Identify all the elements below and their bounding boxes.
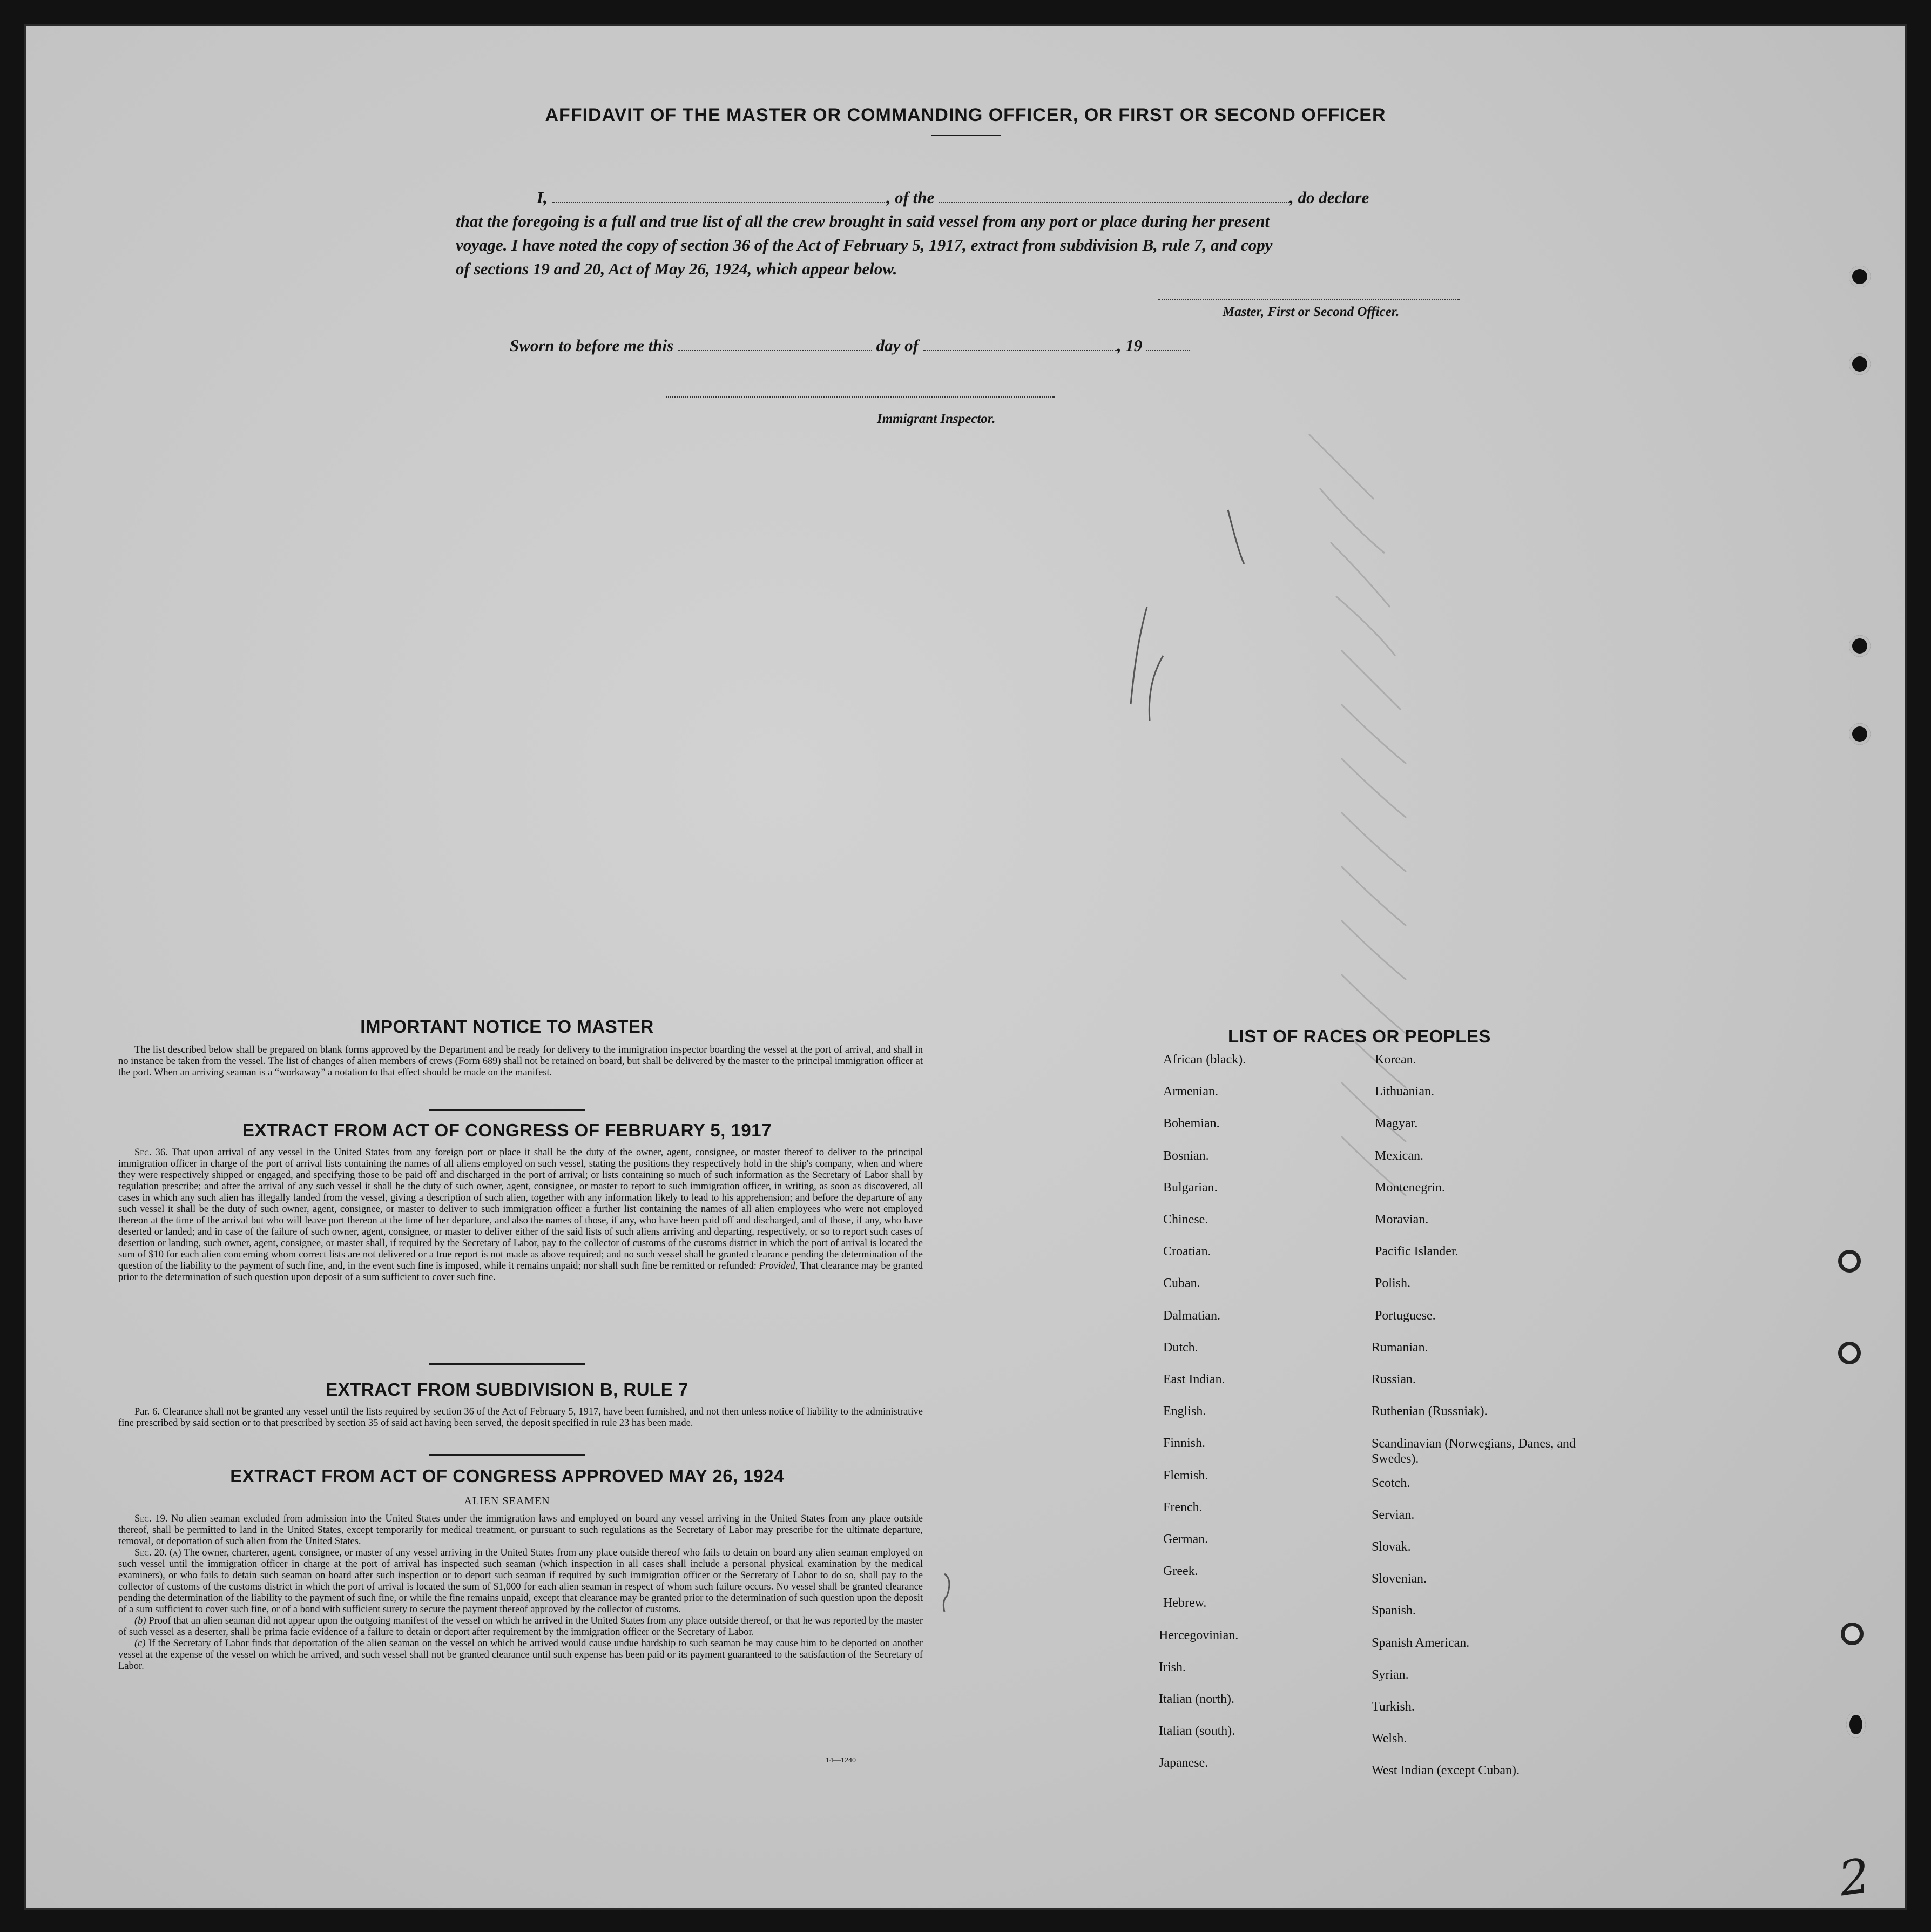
race-right-item: Korean. (1375, 1053, 1416, 1067)
page-marker: 2 (1835, 1847, 1873, 1907)
race-left-item: French. (1163, 1500, 1203, 1514)
race-left-item: Hercegovinian. (1159, 1628, 1239, 1642)
day-of-label: day of (876, 336, 919, 355)
race-right-item: Montenegrin. (1375, 1180, 1445, 1195)
race-left-item: Croatian. (1163, 1244, 1211, 1259)
punch-hole-5 (1838, 1250, 1861, 1273)
race-left-item: English. (1163, 1404, 1206, 1419)
race-right-item: Syrian. (1372, 1667, 1409, 1682)
extract-rule7-heading: EXTRACT FROM SUBDIVISION B, RULE 7 (326, 1379, 688, 1399)
inspector-caption: Immigrant Inspector. (877, 412, 996, 426)
race-left-item: Greek. (1163, 1564, 1198, 1579)
rule7-paragraph: Par. 6. Clearance shall not be granted any vessel until the lists required by section 36 of the Act of February 5, 1917, have been furnished, and not then unless notice of liability to the administrative fine prescribed by said section or to that prescribed by section 35 of said act having been served, the deposit specified in rule 23 has been made. (118, 1406, 923, 1429)
extract-1924-heading: EXTRACT FROM ACT OF CONGRESS APPROVED MAY 26, 1924 (230, 1466, 784, 1486)
sworn-month-field[interactable] (923, 350, 1117, 351)
race-left-item: Chinese. (1163, 1213, 1208, 1227)
sec19-text: No alien seaman excluded from admission into the United States under the immigration laws and employed on board any vessel arriving in the United States from any place outside thereof, shall be permitted to land in the United States, except temporarily for medical treatment, or pursuant to such regulations as the Secretary of Labor may prescribe for the ultimate departure, removal, or deportation of such alien from the United States. (118, 1513, 923, 1547)
provided-text: That clearance may be granted prior to the determination of such question upon deposit of a sum sufficient to cover such fine. (118, 1261, 923, 1283)
race-left-item: Armenian. (1163, 1085, 1218, 1099)
race-left-item: Flemish. (1163, 1468, 1208, 1483)
race-left-item: Dalmatian. (1163, 1308, 1220, 1323)
notice-paragraph: The list described below shall be prepared on blank forms approved by the Department and be ready for delivery to the immigration inspector boarding the vessel at the port of arrival, and shall in no instance be taken from the vessel. The list of changes of alien members of crews (Form 689) shall not be retained on board, but shall be delivered by the master to the principal immigration officer at the port. When an arriving seaman is a “workaway” a notation to that effect should be made on the manifest. (118, 1045, 923, 1078)
extract-rule7-text (118, 1406, 923, 1429)
race-left-item: Bulgarian. (1163, 1180, 1218, 1195)
race-right-item: Scandinavian (Norwegians, Danes, and Swedes). (1372, 1437, 1576, 1466)
affidavit-title: AFFIDAVIT OF THE MASTER OR COMMANDING OFFICER, OR FIRST OR SECOND OFFICER (545, 105, 1386, 125)
sworn-day-field[interactable] (678, 350, 872, 351)
races-heading: LIST OF RACES OR PEOPLES (1228, 1026, 1491, 1046)
race-left-item: Finnish. (1163, 1436, 1206, 1451)
punch-hole-8 (1846, 1712, 1866, 1738)
race-right-item: Ruthenian (Russniak). (1372, 1404, 1488, 1419)
sworn-year-field[interactable] (1146, 350, 1190, 351)
sworn-line (510, 336, 1190, 355)
sworn-label: Sworn to before me this (510, 336, 674, 355)
race-left-item: Cuban. (1163, 1276, 1200, 1291)
notice-heading: IMPORTANT NOTICE TO MASTER (360, 1017, 654, 1036)
race-left-item: Italian (north). (1159, 1692, 1234, 1706)
affidavit-declaration (456, 186, 1530, 281)
race-right-item: Pacific Islander. (1375, 1244, 1459, 1259)
punch-hole-1 (1849, 266, 1871, 287)
declarant-i-label: I, (537, 188, 548, 207)
sec20-label: Sec. 20. (a) (134, 1547, 181, 1558)
race-right-item: Rumanian. (1372, 1340, 1428, 1355)
sec20b-text: Proof that an alien seaman did not appear upon the outgoing manifest of the vessel on which he arrived in the United States from any place outside thereof, or that he was reported by the master of such vessel as a deserter, shall be prima facie evidence of a failure to detain or deport after requirement by the immigration officer or the Secretary of Labor. (118, 1615, 923, 1638)
race-left-item: Bosnian. (1163, 1148, 1209, 1163)
provided-label: Provided, (759, 1261, 798, 1271)
race-left-item: African (black). (1163, 1053, 1246, 1067)
master-caption: Master, First or Second Officer. (1223, 305, 1400, 319)
race-left-item: Dutch. (1163, 1340, 1198, 1355)
race-left-item: Hebrew. (1163, 1596, 1207, 1611)
race-right-item: Slovenian. (1372, 1572, 1427, 1586)
document-page (24, 24, 1907, 1910)
race-right-item: Lithuanian. (1375, 1085, 1434, 1099)
punch-hole-7 (1841, 1623, 1864, 1645)
sec20a-text: The owner, charterer, agent, consignee, or master of any vessel arriving in the United States from any place outside thereof who fails to detain on board any alien seaman employed on such vessel until the immigration officer in charge at the port of arrival has inspected such seaman (which inspection in all cases shall include a personal physical examination by the medical examiners), or who fails to detain such seaman on board after such inspection or to deport such seaman if required by such immigration officer or the Secretary of Labor to do so, shall pay to the collector of customs of the customs district in which the port of arrival is located the sum of $1,000 for each alien seaman in respect of whom such failure occurs. No vessel shall be granted clearance pending the determination of the liability to the payment of such fine, or while the fine remains unpaid, except that clearance may be granted prior to the determination of such question upon the deposit of a sum sufficient to cover such fine, or of a bond with sufficient surety to secure the payment thereof approved by the collector of customs. (118, 1547, 923, 1615)
extract-1917-text (118, 1147, 923, 1283)
bleed-through-text (618, 445, 627, 461)
race-right-item: Polish. (1375, 1276, 1411, 1291)
race-right-item: Russian. (1372, 1372, 1416, 1386)
race-right-item: Magyar. (1375, 1116, 1418, 1131)
race-right-item: Portuguese. (1375, 1308, 1436, 1323)
form-number: 14—1240 (826, 1756, 856, 1765)
race-right-item: Servian. (1372, 1507, 1415, 1522)
alien-seamen-subheading: ALIEN SEAMEN (464, 1495, 550, 1507)
do-declare-label: , do declare (1289, 188, 1369, 207)
race-right-item: Spanish American. (1372, 1635, 1470, 1650)
race-right-item: Welsh. (1372, 1732, 1407, 1746)
extract-1924-text (118, 1513, 923, 1672)
race-right-item: Slovak. (1372, 1540, 1411, 1554)
race-left-item: Irish. (1159, 1660, 1186, 1674)
sec20c-label: (c) (134, 1638, 146, 1649)
race-right-item: Scotch. (1372, 1476, 1410, 1490)
race-left-item: German. (1163, 1532, 1208, 1546)
race-right-item: West Indian (except Cuban). (1372, 1763, 1520, 1778)
race-right-item: Moravian. (1375, 1213, 1429, 1227)
race-left-item: East Indian. (1163, 1372, 1225, 1386)
divider-2 (429, 1363, 585, 1365)
race-right-item: Turkish. (1372, 1700, 1415, 1714)
race-right-item: Mexican. (1375, 1148, 1423, 1163)
declarant-name-field[interactable] (552, 202, 887, 203)
race-left-item: Bohemian. (1163, 1116, 1220, 1131)
year-label: , 19 (1117, 336, 1143, 355)
sec36-text: That upon arrival of any vessel in the United States from any foreign port or place it shall be the duty of the owner, agent, consignee, or master thereof to deliver to the principal immigration officer in charge of the port of arrival lists containing the names of all aliens employed on such vessel, stating the positions they respectively hold in the ship's company, when and where they were respectively shipped or engaged, and specifying those to be paid off and discharged in the port of arrival; or lists containing so much of such information as the Secretary of Labor shall by regulation prescribe; and after the arrival of any such vessel it shall be the duty of such owner, agent, consignee, or master to report to such immigration officer, in writing, as soon as discovered, all cases in which any such alien has illegally landed from the vessel, giving a description of such alien, together with any information likely to lead to his apprehension; and before the departure of any such vessel it shall be the duty of such owner, agent, consignee, or master to deliver to such immigration officer a further list containing the names of all alien employees who were not employed thereon at the time of the arrival but who will leave port thereon at the time of her departure, and also the names of those, if any, who have been paid off and discharged, and of those, if any, who have deserted or landed; and in case of the failure of such owner, agent, consignee, or master to deliver either of the said lists of such aliens arriving and departing, respectively, or so to report such cases of desertion or landing, such owner, agent, consignee, or master shall, if required by the Secretary of Labor, pay to the collector of customs of the customs district in which the port of arrival is located the sum of $10 for each alien concerning whom correct lists are not delivered or a true report is not made as above required; and no such vessel shall be granted clearance pending the determination of the question of the liability to the payment of such fine, and, in the event such fine is imposed, while it remains unpaid; nor shall such fine be remitted or refunded: (118, 1147, 923, 1271)
race-right-item: Spanish. (1372, 1604, 1416, 1618)
notice-text (118, 1045, 923, 1079)
vessel-name-field[interactable] (939, 202, 1289, 203)
sec19-label: Sec. 19. (134, 1513, 168, 1524)
title-divider (931, 135, 1001, 136)
race-left-item: Italian (south). (1159, 1724, 1235, 1739)
punch-hole-3 (1849, 635, 1871, 657)
punch-hole-4 (1849, 723, 1871, 745)
divider-1 (429, 1109, 585, 1111)
inspector-signature-field[interactable] (666, 396, 1055, 398)
declaration-line-3: voyage. I have noted the copy of section 36 of the Act of February 5, 1917, extract from subdivision B, rule 7, and copy (456, 235, 1273, 254)
declaration-line-2: that the foregoing is a full and true list of all the crew brought in said vessel from any port or place during her present (456, 212, 1270, 231)
master-signature-field[interactable] (1158, 299, 1460, 300)
sec20c-text: If the Secretary of Labor finds that deportation of the alien seaman on the vessel on which he arrived would cause undue hardship to such seaman he may cause him to be deported on another vessel at the expense of the vessel on which he arrived, and such vessel shall not be granted clearance until such expense has been paid or its payment guaranteed to the satisfaction of the Secretary of Labor. (118, 1638, 923, 1672)
sec36-label: Sec. 36. (134, 1147, 168, 1158)
punch-hole-6 (1838, 1342, 1861, 1364)
sec20b-label: (b) (134, 1615, 146, 1626)
of-the-label: , of the (886, 188, 935, 207)
punch-hole-2 (1849, 353, 1871, 375)
declaration-line-4: of sections 19 and 20, Act of May 26, 1924, which appear below. (456, 259, 897, 278)
extract-1917-heading: EXTRACT FROM ACT OF CONGRESS OF FEBRUARY 5, 1917 (242, 1120, 772, 1140)
divider-3 (429, 1454, 585, 1456)
race-left-item: Japanese. (1159, 1756, 1208, 1771)
